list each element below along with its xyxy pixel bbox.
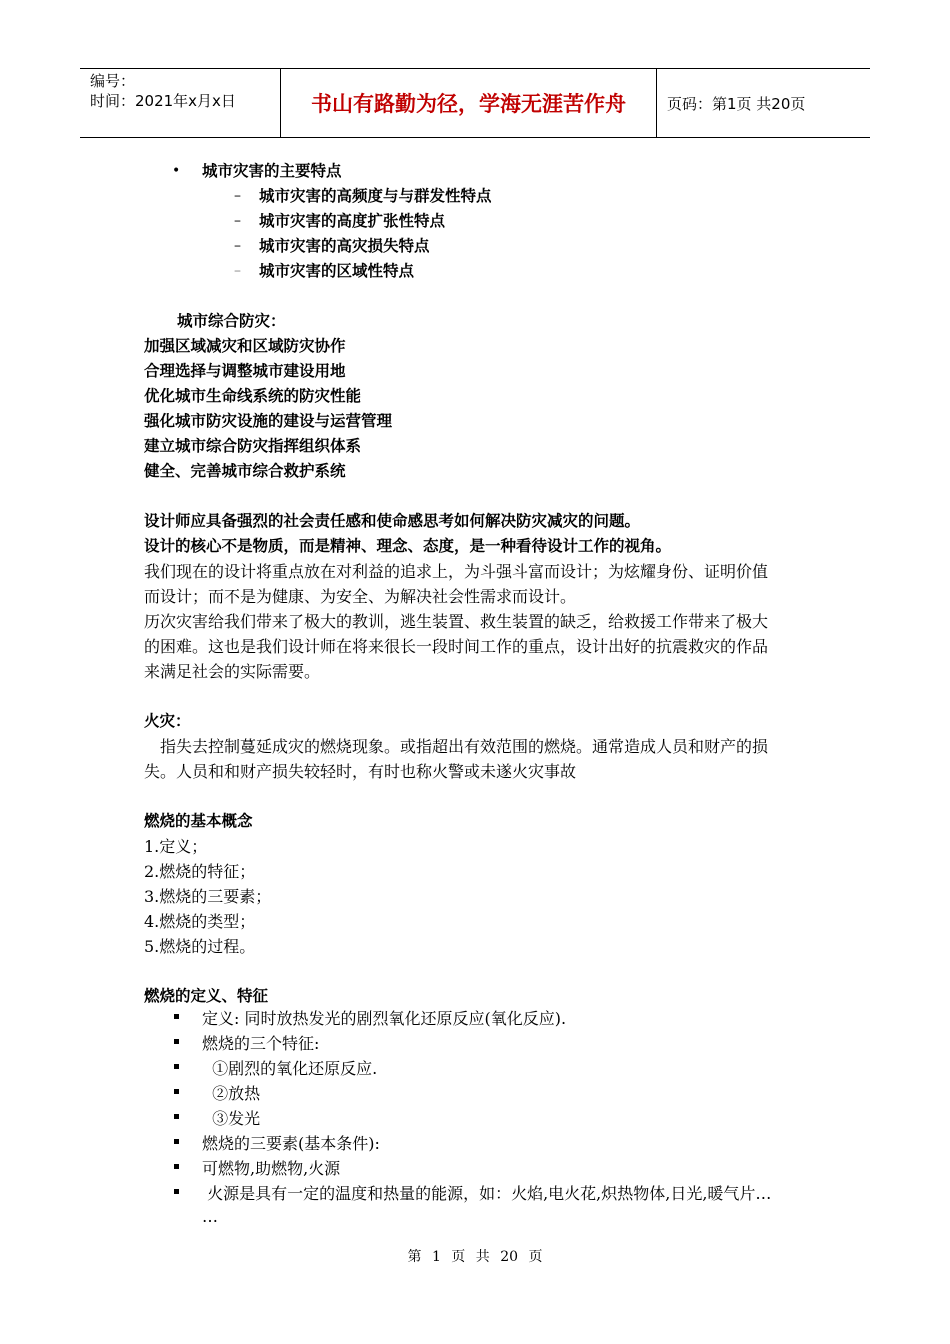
time-label: 时间：2021年x月x日 <box>90 92 236 110</box>
square-bullet-icon <box>174 1064 179 1069</box>
square-bullet-icon <box>174 1089 179 1094</box>
designer-body-line: 我们现在的设计将重点放在对利益的追求上，为斗强斗富而设计；为炫耀身份、证明价值 <box>144 562 769 581</box>
square-bullet-icon <box>174 1139 179 1144</box>
disaster-item: 城市灾害的高灾损失特点 <box>259 237 430 255</box>
fire-line: 失。人员和和财产损失较轻时，有时也称火警或未遂火灾事故 <box>144 762 577 781</box>
designer-body-line: 而设计；而不是为健康、为安全、为解决社会性需求而设计。 <box>144 587 577 606</box>
concept-title: 燃烧的基本概念 <box>144 812 253 830</box>
square-bullet-icon <box>174 1189 179 1194</box>
concept-item: 2.燃烧的特征； <box>144 862 256 881</box>
page-header <box>80 68 870 138</box>
designer-bold-line: 设计师应具备强烈的社会责任感和使命感思考如何解决防灾减灾的问题。 <box>144 512 641 530</box>
definition-item: ②放热 <box>202 1084 261 1103</box>
dash-icon: – <box>234 263 241 279</box>
concept-item: 5.燃烧的过程。 <box>144 937 256 956</box>
concept-item: 3.燃烧的三要素； <box>144 887 272 906</box>
disaster-item: 城市灾害的高频度与与群发性特点 <box>259 187 492 205</box>
definition-item: 可燃物,助燃物,火源 <box>202 1159 341 1178</box>
prevention-item: 加强区域减灾和区域防灾协作 <box>144 337 346 355</box>
designer-body-line: 历次灾害给我们带来了极大的教训，逃生装置、救生装置的缺乏，给救援工作带来了极大 <box>144 612 769 631</box>
definition-item: 定义: 同时放热发光的剧烈氧化还原反应(氧化反应). <box>202 1009 567 1028</box>
prevention-item: 健全、完善城市综合救护系统 <box>144 462 346 480</box>
disaster-item: 城市灾害的高度扩张性特点 <box>259 212 446 230</box>
prevention-item: 强化城市防灾设施的建设与运营管理 <box>144 412 393 430</box>
prevention-title: 城市综合防灾： <box>177 312 286 330</box>
definition-item: 火源是具有一定的温度和热量的能源，如：火焰,电火花,炽热物体,日光,暖气片… <box>202 1184 772 1203</box>
definition-item: ③发光 <box>202 1109 261 1128</box>
fire-title: 火灾： <box>144 712 191 730</box>
header-left-cell <box>80 69 280 137</box>
fire-line: 指失去控制蔓延成灾的燃烧现象。或指超出有效范围的燃烧。通常造成人员和财产的损 <box>160 737 769 756</box>
definition-item: 燃烧的三要素(基本条件): <box>202 1134 380 1153</box>
dash-icon: – <box>234 188 241 204</box>
definition-item: 燃烧的三个特征: <box>202 1034 320 1053</box>
dash-icon: – <box>234 213 241 229</box>
square-bullet-icon <box>174 1014 179 1019</box>
bullet-dot-icon: • <box>172 163 181 179</box>
disaster-item: 城市灾害的区域性特点 <box>259 262 415 280</box>
prevention-item: 合理选择与调整城市建设用地 <box>144 362 346 380</box>
designer-bold-line: 设计的核心不是物质，而是精神、理念、态度，是一种看待设计工作的视角。 <box>144 537 672 555</box>
designer-body-line: 来满足社会的实际需要。 <box>144 662 321 681</box>
dash-icon: – <box>234 238 241 254</box>
prevention-item: 建立城市综合防灾指挥组织体系 <box>144 437 362 455</box>
designer-body-line: 的困难。这也是我们设计师在将来很长一段时间工作的重点，设计出好的抗震救灾的作品 <box>144 637 769 656</box>
square-bullet-icon <box>174 1039 179 1044</box>
page-code: 页码：第1页 共20页 <box>667 94 806 113</box>
concept-item: 1.定义； <box>144 837 208 856</box>
concept-item: 4.燃烧的类型； <box>144 912 256 931</box>
square-bullet-icon <box>174 1164 179 1169</box>
definition-continuation: … <box>202 1207 218 1226</box>
motto: 书山有路勤为径，学海无涯苦作舟 <box>280 69 657 137</box>
disaster-title: 城市灾害的主要特点 <box>202 162 342 180</box>
prevention-item: 优化城市生命线系统的防灾性能 <box>144 387 362 405</box>
number-label: 编号： <box>90 72 136 90</box>
definition-item: ①剧烈的氧化还原反应. <box>202 1059 378 1078</box>
page-footer: 第 1 页 共 20 页 <box>407 1249 543 1265</box>
definition-title: 燃烧的定义、特征 <box>144 987 269 1005</box>
square-bullet-icon <box>174 1114 179 1119</box>
